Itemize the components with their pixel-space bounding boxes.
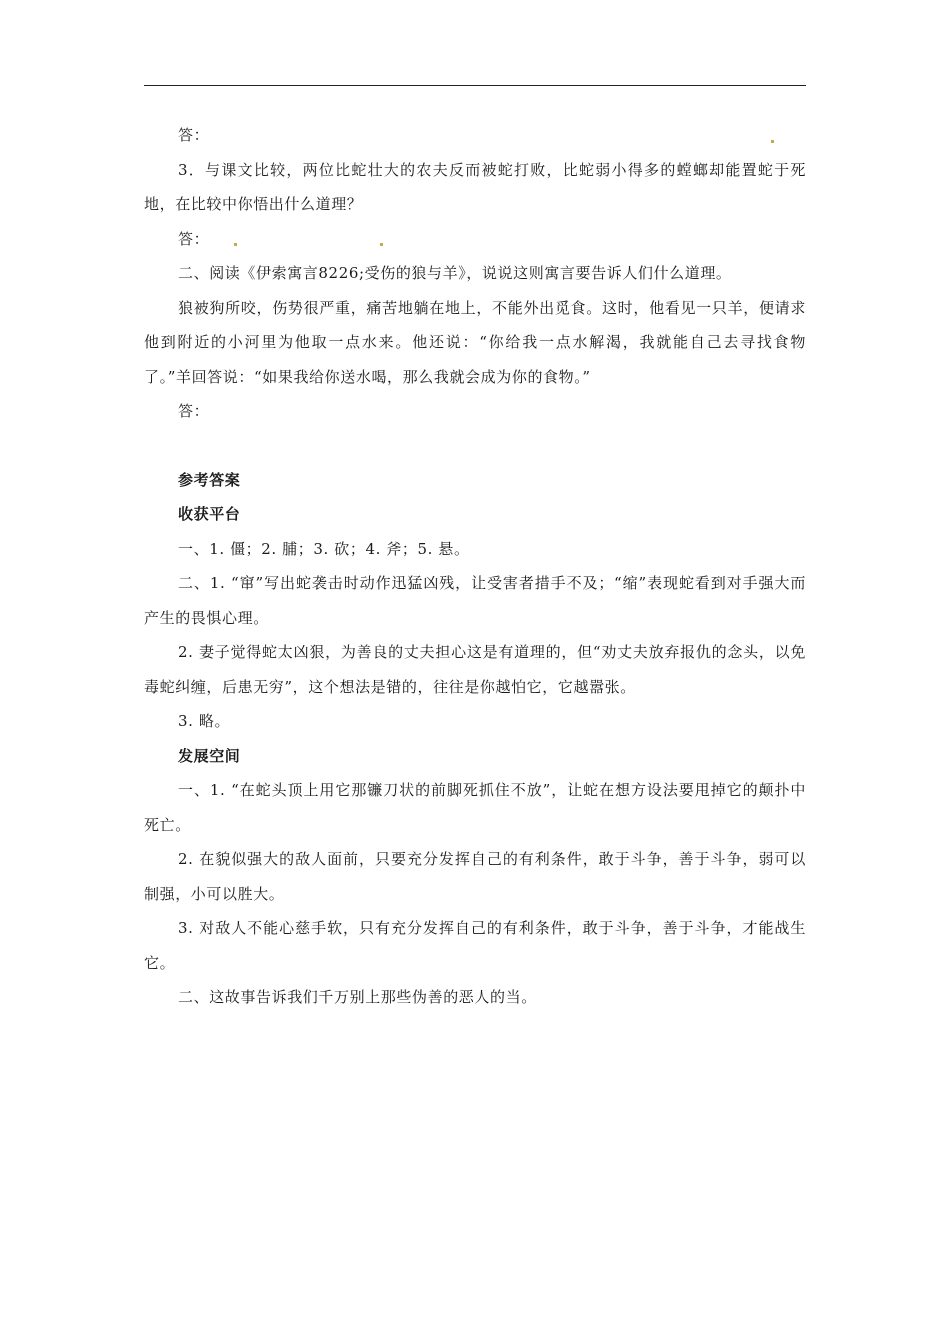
document-body (144, 118, 806, 1015)
question-two: 二、阅读《伊索寓言8226;受伤的狼与羊》，说说这则寓言要告诉人们什么道理。 (178, 264, 732, 282)
fable-text: 狼被狗所咬，伤势很严重，痛苦地躺在地上，不能外出觅食。这时，他看见一只羊，便请求他到附近的小河里为他取一点水来。他还说：“你给我一点水解渴，我就能自己去寻找食物了。”羊回答说：“如果我给你送水喝，那么我就会成为你的食物。” (144, 298, 806, 386)
spacer (144, 429, 806, 463)
harvest-item: 3. 略。 (178, 712, 231, 730)
header-rule (144, 85, 806, 86)
harvest-heading: 收获平台 (178, 505, 241, 523)
development-item: 3. 对敌人不能心慈手软，只有充分发挥自己的有利条件，敢于斗争，善于斗争，才能战生它。 (144, 919, 806, 972)
answer-line: 答： (178, 229, 210, 248)
question-3: 3．与课文比较，两位比蛇壮大的农夫反而被蛇打败，比蛇弱小得多的螳螂却能置蛇于死地，在比较中你悟出什么道理？ (144, 160, 806, 213)
harvest-item: 二、1. “窜”写出蛇袭击时动作迅猛凶残，让受害者措手不及；“缩”表现蛇看到对手强大而产生的畏惧心理。 (144, 574, 806, 627)
answer-line: 答： (178, 402, 210, 420)
development-item: 二、这故事告诉我们千万别上那些伪善的恶人的当。 (178, 988, 537, 1006)
answer-line: 答： (178, 126, 210, 144)
harvest-item: 2. 妻子觉得蛇太凶狠，为善良的丈夫担心这是有道理的，但“劝丈夫放弃报仇的念头，以免毒蛇纠缠，后患无穷”，这个想法是错的，往往是你越怕它，它越嚣张。 (144, 643, 806, 696)
development-item: 一、1. “在蛇头顶上用它那镰刀状的前脚死抓住不放”，让蛇在想方设法要甩掉它的颠扑中死亡。 (144, 781, 806, 834)
development-heading: 发展空间 (178, 746, 241, 765)
harvest-item: 一、1. 僵；2. 脯；3. 砍；4. 斧；5. 悬。 (178, 539, 470, 558)
development-item: 2. 在貌似强大的敌人面前，只要充分发挥自己的有利条件，敢于斗争，善于斗争，弱可以制强，小可以胜大。 (144, 850, 806, 903)
answers-heading: 参考答案 (178, 470, 241, 489)
